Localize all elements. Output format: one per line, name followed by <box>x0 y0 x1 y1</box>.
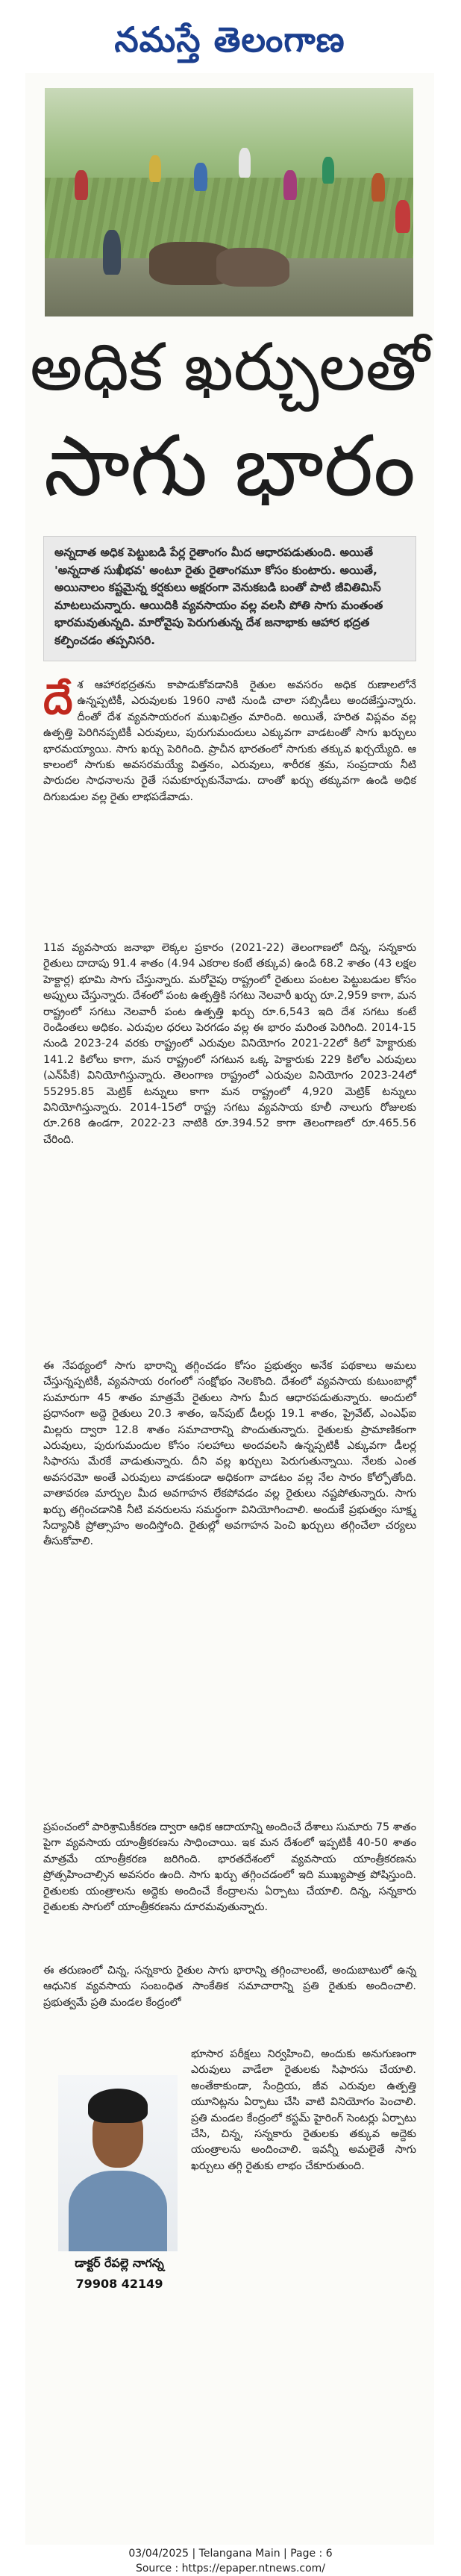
headline-line-1: అధిక ఖర్చులతో <box>30 328 430 405</box>
author-name: డాక్టర్ రేపల్లె నాగన్న <box>75 2256 164 2270</box>
lead-photo <box>45 88 413 316</box>
footer-date-edition: 03/04/2025 | Telangana Main | Page : 6 <box>128 2548 333 2560</box>
body-paragraph-4: ప్రపంచంలో పారిశ్రామికీకరణ ద్వారా ఆధిక ఆదాయాన్ని అందించే దేశాలు సుమారు 75 శాతం పైగా వ్యవసాయ యాంత్రీకరణను సాధించాయి. ఇక మన దేశంలో ఇప్పటికీ 40-50 శాతం మాత్రమే యాంత్రీకరణ జరిగింది. భారతదేశంలో వ్యవసాయ యాంత్రీకరణను ప్రోత్సహించాల్సిన అవసరం ఉంది. సాగు ఖర్చు తగ్గించడంలో ఇది ముఖ్యపాత్ర పోషిస్తుంది. రైతులకు యంత్రాలను అద్దెకు అందించే కేంద్రాలను ఏర్పాటు చేయాలి. దిన్న, సన్నకారు రైతులకు సాగులో యాంత్రీకరణను దూరమవుతున్నారు. <box>43 1821 416 1914</box>
masthead <box>25 15 434 73</box>
farm-worker <box>322 157 334 184</box>
farm-worker <box>395 200 410 233</box>
drop-cap: దే <box>43 675 73 724</box>
author-hair <box>88 2089 148 2123</box>
body-paragraph-1 <box>43 675 416 924</box>
footer <box>0 2546 461 2576</box>
farmer-plowing <box>103 230 121 275</box>
headline-line-2: సాగు భారం <box>43 418 416 515</box>
farm-worker <box>194 163 207 191</box>
author-shirt <box>69 2171 167 2251</box>
farm-worker <box>239 148 251 178</box>
deck-summary: అన్నదాత అధిక పెట్టుబడి పేర్ల రైతాంగం మీద ఆధారపడుతుంది. అయితే 'అన్నదాత సుఖీభవ' అంటూ రైతు రైతాంగమూ కోసం కుంటారు. అయితే, అయినాలం కష్టమైన్న కర్షకులు అక్షరంగా వెనుకబడి బంతో పాటి జీవితిమిస్ మాటలుచున్నారు. ఆయిదికి వ్యవసాయం వల్ల వలసి పోతి సాగు మంతంత భారమవుతున్నది. మారోవైపు పెరుగుతున్న దేశ జనాభాకు ఆహార భద్రత కల్పించడం తప్పనిసరి. <box>43 536 416 661</box>
farm-worker <box>283 170 297 200</box>
author-photo <box>58 2075 178 2251</box>
ox <box>216 248 289 287</box>
author-phone: 79908 42149 <box>75 2277 163 2291</box>
body-paragraph-5: ఈ తరుణంలో చిన్న, సన్నకారు రైతుల సాగు భారాన్ని తగ్గించాలంటే, అందుబాటులో ఉన్న ఆధునిక వ్యవసాయ సంబంధిత సాంకేతిక సమాచారాన్ని ప్రతి రైతుకు అందించాలి. ప్రభుత్వమే ప్రతి మండల కేంద్రంలో <box>43 1965 416 2009</box>
body-paragraph-6: భూసార పరీక్షలు నిర్వహించి, అందుకు అనుగుణంగా ఎరువులు వాడేలా రైతులకు సిఫారసు చేయాలి. అంతేకాకుండా, సేంద్రియ, జీవ ఎరువుల ఉత్పత్తి యూనిట్లను ఏర్పాటు చేసి వాటి వినియోగం పెంచాలి. ప్రతి మండల కేంద్రంలో కస్టమ్ హైరింగ్ సెంటర్లు ఏర్పాటు చేసి, చిన్న, సన్నకారు రైతులకు తక్కువ అద్దెకు యంత్రాలను అందించాలి. ఇవన్నీ అమలైతే సాగు ఖర్చులు తగ్గి రైతుకు లాభం చేకూరుతుంది. <box>191 2048 416 2172</box>
newspaper-clipping <box>25 15 434 2545</box>
farm-worker <box>75 170 88 200</box>
masthead-title: నమస్తే తెలంగాణ <box>114 19 345 60</box>
footer-source: Source : https://epaper.ntnews.com/ <box>135 2563 326 2575</box>
body-paragraph-2: 11వ వ్యవసాయ జనాభా లెక్కల ప్రకారం (2021-22) తెలంగాణలో దిన్న, సన్నకారు రైతులు దాదాపు 91.4 శాతం (4.94 ఎకరాల కంటే తక్కువ) ఉండి 68.2 శాతం (43 లక్షల హెక్టార్ల) భూమి సాగు చేస్తున్నారు. మరోవైపు రాష్ట్రంలో రైతులు పంటల పెట్టుబడుల కోసం అప్పులు చేస్తున్నారు. దేశంలో పంట ఉత్పత్తికి సగటు నెలవారీ ఖర్చు రూ.2,959 కాగా, మన రాష్ట్రంలో సగటు నెలవారీ పంట ఉత్పత్తి ఖర్చు రూ.6,543 ఇది దేశ సగటు కంటే రెండింతలు అధికం. ఎరువుల ధరలు పెరగడం వల్ల ఈ భారం మరింత పెరిగింది. 2014-15 నుండి 2023-24 వరకు రాష్ట్రంలో ఎరువుల వినియోగం 2021-22లో కిలో హెక్టారుకు 141.2 కిలోలు కాగా, మన రాష్ట్రంలో సగటున ఒక్క హెక్టారుకు 229 కిలోల ఎరువులు (ఎన్‌పీకే) వినియోగిస్తున్నారు. తెలంగాణ రాష్ట్రంలో ఎరువుల వినియోగం 2023-24లో 55295.85 మెట్రిక్ టన్నులు కాగా మన రాష్ట్రంలో 4,920 మెట్రిక్ టన్నులు వినియోగిస్తున్నారు. 2014-15లో రాష్ట్ర సగటు వ్యవసాయ కూలీ నాలుగు రోజులకు రూ.268 ఉండగా, 2022-23 నాటికి రూ.394.52 కాగా తెలంగాణలో రూ.465.56 చేరింది. <box>43 942 416 1146</box>
body-paragraph-3: ఈ నేపథ్యంలో సాగు భారాన్ని తగ్గించడం కోసం ప్రభుత్వం అనేక పథకాలు అమలు చేస్తున్నప్పటికీ, వ్యవసాయ రంగంలో సంక్షోభం నెలకొంది. దేశంలో వ్యవసాయ కుటుంబాల్లో సుమారుగా 45 శాతం మాత్రమే రైతులు సాగు మీద ఆధారపడుతున్నారు. అందులో ప్రధానంగా అద్దె రైతులు 20.3 శాతం, ఇన్‌పుట్ డీలర్లు 19.1 శాతం, ప్రైవేట్, ఎంఎఫ్‌ఐ మిల్లరు ద్వారా 12.8 శాతం సమాచారాన్ని పొందుతున్నారు. రైతులకు ప్రామాణికంగా ఎరువులు, పురుగుమందుల కోసం సలహాలు అందవలసి ఉన్నప్పటికీ ఎక్కువగా డీలర్ల సిఫారసు మేరకే వాడుతున్నారు. దీని వల్ల ఖర్చులు పెరుగుతున్నాయి. నేలకు ఎంత అవసరమో అంతే ఎరువులు వాడకుండా అధికంగా వాడటం వల్ల నేల సారం కోల్పోతోంది. వాతావరణ మార్పుల మీద అవగాహన లేకపోవడం వల్ల రైతులు నష్టపోతున్నారు. సాగు ఖర్చు తగ్గించడానికి నీటి వనరులను సమర్థంగా వినియోగించాలి. అందుకే ప్రభుత్వం సూక్ష్మ సేద్యానికి ప్రోత్సాహం అందిస్తోంది. రైతుల్లో అవగాహన పెంచి ఖర్చులు తగ్గించేలా చర్యలు తీసుకోవాలి. <box>43 1360 416 1548</box>
farm-worker <box>149 155 161 182</box>
paragraph-text: శ ఆహారభద్రతను కాపాడుకోవడానికి రైతుల అవసరం అధిక రుణాలలోనే ఉన్నప్పటికీ, ఎరువులకు 1960 నాటి నుండి చాలా సబ్సిడీలు అందజేస్తున్నారు. దీంతో దేశ వ్యవసాయరంగ ముఖచిత్రం మారింది. అయితే, హరిత విప్లవం వల్ల ఉత్పత్తి పెరిగినప్పటికీ ఎరువులు, పురుగుమందులు ఎక్కువగా వాడటంతో సాగు ఖర్చులు భారమయ్యాయి. సాగు ఖర్చు పెరిగింది. ప్రాచీన భారతంలో సాగుకు తక్కువ ఖర్చయ్యేది. ఆ కాలంలో సాగుకు అవసరమయ్యే విత్తనం, ఎరువులు, శారీరక శ్రమ, సంప్రదాయ నీటి పారుదల సాధనాలను రైతే సమకూర్చుకునేవాడు. దాంతో ఖర్చు తక్కువగా ఉండి అధిక దిగుబడుల వల్ల రైతు లాభపడేవాడు. <box>43 679 416 803</box>
farm-worker <box>371 173 385 202</box>
